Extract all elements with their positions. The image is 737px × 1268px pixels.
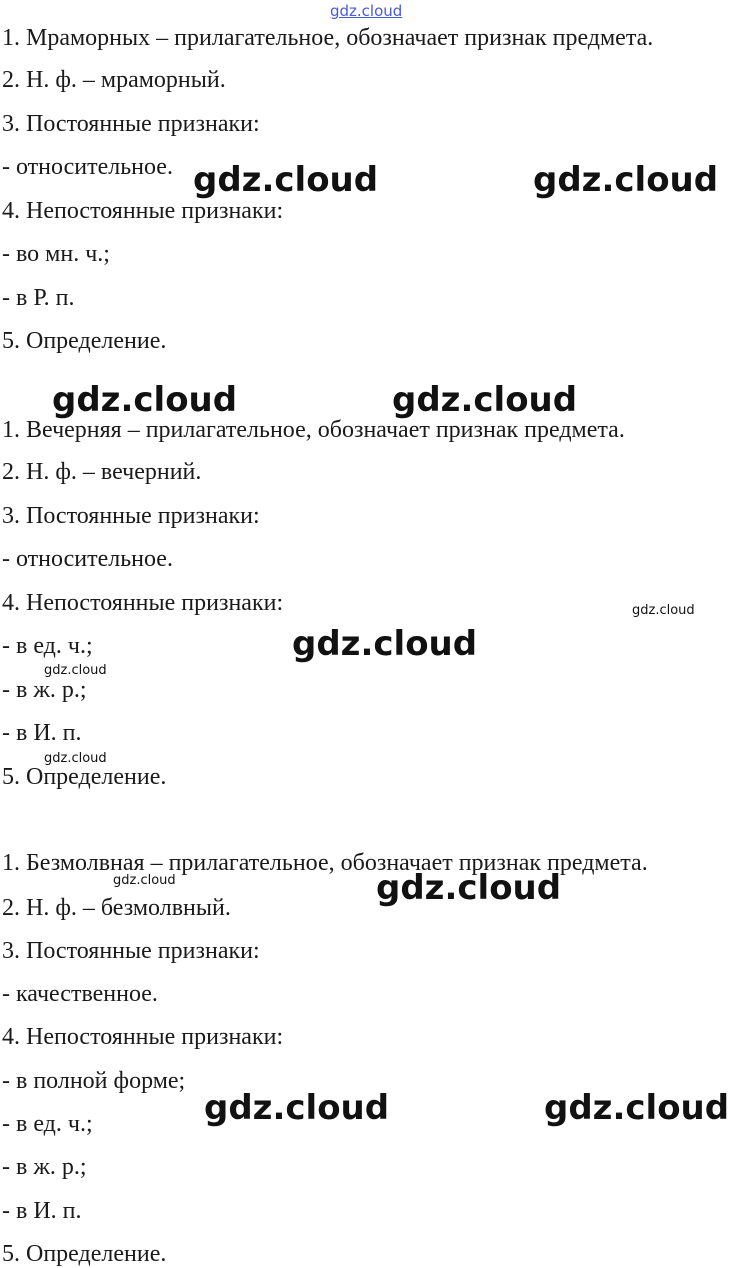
text-line: - в И. п.	[2, 720, 82, 746]
text-line: 4. Непостоянные признаки:	[2, 1024, 284, 1050]
text-line: - в ед. ч.;	[2, 633, 93, 659]
text-line: 1. Вечерняя – прилагательное, обозначает признак предмета.	[2, 417, 625, 443]
watermark: gdz.cloud	[52, 380, 238, 420]
text-line: - в полной форме;	[2, 1068, 186, 1094]
text-line: 3. Постоянные признаки:	[2, 938, 260, 964]
header-watermark: gdz.cloud	[330, 2, 403, 20]
text-line: 2. Н. ф. – мраморный.	[2, 67, 226, 93]
text-line: - в ж. р.;	[2, 677, 87, 703]
text-line: - в И. п.	[2, 1198, 82, 1224]
text-line: 3. Постоянные признаки:	[2, 503, 260, 529]
watermark: gdz.cloud	[544, 1088, 730, 1128]
text-line: - относительное.	[2, 154, 173, 180]
watermark-small: gdz.cloud	[44, 751, 107, 766]
watermark: gdz.cloud	[392, 380, 578, 420]
text-line: - во мн. ч.;	[2, 241, 110, 267]
watermark: gdz.cloud	[376, 868, 562, 908]
text-line: 1. Мраморных – прилагательное, обозначает признак предмета.	[2, 25, 654, 51]
text-line: 3. Постоянные признаки:	[2, 111, 260, 137]
text-line: 4. Непостоянные признаки:	[2, 590, 284, 616]
text-line: - в ж. р.;	[2, 1154, 87, 1180]
text-line: 5. Определение.	[2, 1241, 167, 1267]
text-line: - качественное.	[2, 981, 158, 1007]
text-line: 2. Н. ф. – вечерний.	[2, 459, 202, 485]
watermark-small: gdz.cloud	[44, 663, 107, 678]
watermark: gdz.cloud	[533, 160, 719, 200]
text-line: - в ед. ч.;	[2, 1111, 93, 1137]
text-line: 4. Непостоянные признаки:	[2, 198, 284, 224]
text-line: - в Р. п.	[2, 285, 75, 311]
text-line: 2. Н. ф. – безмолвный.	[2, 895, 231, 921]
text-line: - относительное.	[2, 546, 173, 572]
watermark-small: gdz.cloud	[113, 873, 176, 888]
watermark: gdz.cloud	[292, 624, 478, 664]
watermark: gdz.cloud	[193, 160, 379, 200]
watermark: gdz.cloud	[204, 1088, 390, 1128]
watermark-small: gdz.cloud	[632, 603, 695, 618]
text-line: 1. Безмолвная – прилагательное, обозначает признак предмета.	[2, 850, 648, 876]
text-line: 5. Определение.	[2, 764, 167, 790]
text-line: 5. Определение.	[2, 328, 167, 354]
